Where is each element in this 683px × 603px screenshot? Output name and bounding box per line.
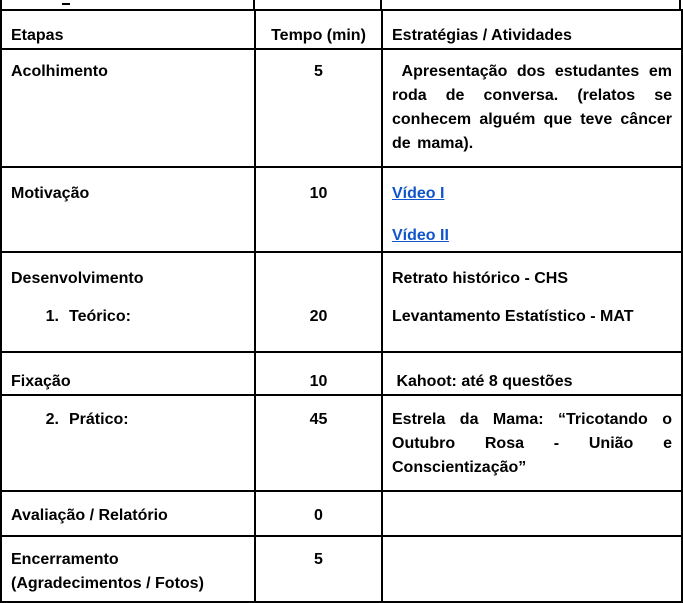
tempo-cell: 10 [255,352,382,395]
tempo-cell: 5 [255,49,382,167]
previous-table-edge [0,0,683,9]
tempo-teorico: 20 [309,308,328,325]
sub-item-number: 1. [45,308,59,325]
table-row [1,395,682,491]
etapa-cell: Motivação [1,167,255,252]
table-row [1,49,682,167]
etapa-cell: Avaliação / Relatório [1,491,255,536]
table-row [1,491,682,536]
table-header-row [1,10,682,49]
estrategia-chs: Retrato histórico - CHS [392,270,569,287]
sub-item-label: Teórico: [69,308,131,325]
etapa-encerramento-detail: (Agradecimentos / Fotos) [11,575,204,592]
etapa-cell: Fixação [1,352,255,395]
video-1-link[interactable]: Vídeo I [392,185,445,202]
etapa-cell [1,395,255,491]
tempo-cell: 10 [255,167,382,252]
etapa-cell: Acolhimento [1,49,255,167]
etapa-cell [1,252,255,352]
estrategia-cell: Apresentação dos estudantes em roda de conversa. (relatos se conhecem alguém que teve câncer de mama). [382,49,682,167]
sub-item-label: Prático: [69,411,129,428]
estrategia-cell [382,491,682,536]
estrategia-cell [382,536,682,602]
etapa-desenvolvimento: Desenvolvimento [11,270,144,287]
etapa-encerramento: Encerramento [11,551,119,568]
tempo-cell: 0 [255,491,382,536]
header-estrategias: Estratégias / Atividades [382,10,682,49]
sub-item-teorico [11,297,254,329]
estrategia-cell: Kahoot: até 8 questões [382,352,682,395]
etapa-cell [1,536,255,602]
estrategia-cell: Estrela da Mama: “Tricotando o Outubro Rosa - União e Conscientização” [382,395,682,491]
tempo-cell [255,252,382,352]
table-row [1,167,682,252]
table-row [1,352,682,395]
table-row [1,252,682,352]
lesson-plan-table [0,9,683,603]
header-tempo: Tempo (min) [255,10,382,49]
estrategia-cell [382,167,682,252]
sub-item-number: 2. [45,411,59,428]
estrategia-cell [382,252,682,352]
header-etapas: Etapas [1,10,255,49]
video-2-link[interactable]: Vídeo II [392,227,449,244]
tempo-cell: 5 [255,536,382,602]
table-row [1,536,682,602]
tempo-cell: 45 [255,395,382,491]
estrategia-mat: Levantamento Estatístico - MAT [392,308,634,325]
sub-item-pratico [11,408,254,432]
